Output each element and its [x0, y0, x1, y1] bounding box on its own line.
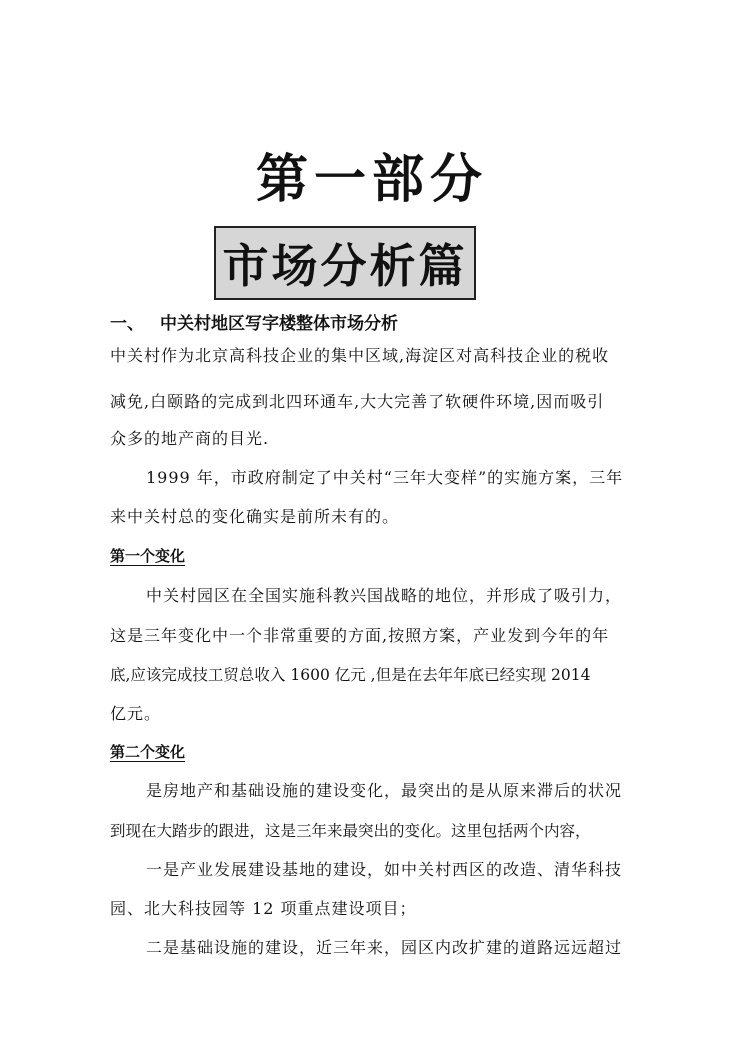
part-title: 第一部分 [255, 150, 488, 210]
change2-heading: 第二个变化 [110, 743, 186, 761]
paragraph-line: 减免,白颐路的完成到北四环通车,大大完善了软硬件环境,因而吸引 [110, 392, 605, 411]
paragraph-line: 园、北大科技园等 12 项重点建设项目； [110, 899, 417, 918]
paragraph-line: 二是基础设施的建设，近三年来，园区内改扩建的道路远远超过 [146, 938, 623, 957]
paragraph-line: 这是三年变化中一个非常重要的方面,按照方案，产业发到今年的年 [110, 626, 610, 645]
paragraph-line: 来中关村总的变化确实是前所未有的。 [110, 507, 400, 526]
paragraph-line: 中关村作为北京高科技企业的集中区域,海淀区对高科技企业的税收 [110, 346, 610, 365]
paragraph-line: 亿元。 [110, 704, 162, 723]
paragraph-line: 中关村园区在全国实施科教兴国战略的地位，并形成了吸引力， [146, 586, 623, 605]
section-number: 一、 [110, 314, 144, 334]
section-heading [110, 312, 398, 336]
boxed-section-title: 市场分析篇 [214, 226, 476, 300]
paragraph-line: 一是产业发展建设基地的建设，如中关村西区的改造、清华科技 [146, 860, 623, 879]
paragraph-line: 1999 年，市政府制定了中关村“三年大变样”的实施方案，三年 [146, 468, 624, 487]
paragraph-line: 是房地产和基础设施的建设变化，最突出的是从原来滞后的状况 [146, 781, 623, 800]
paragraph-line: 众多的地产商的目光. [110, 429, 270, 448]
paragraph-line: 底,应该完成技工贸总收入 1600 亿元 ,但是在去年年底已经实现 2014 [110, 666, 591, 684]
paragraph-line: 到现在大踏步的跟进，这是三年来最突出的变化。这里包括两个内容， [110, 822, 591, 840]
change1-heading: 第一个变化 [110, 547, 186, 565]
section-title: 中关村地区写字楼整体市场分析 [160, 314, 398, 334]
